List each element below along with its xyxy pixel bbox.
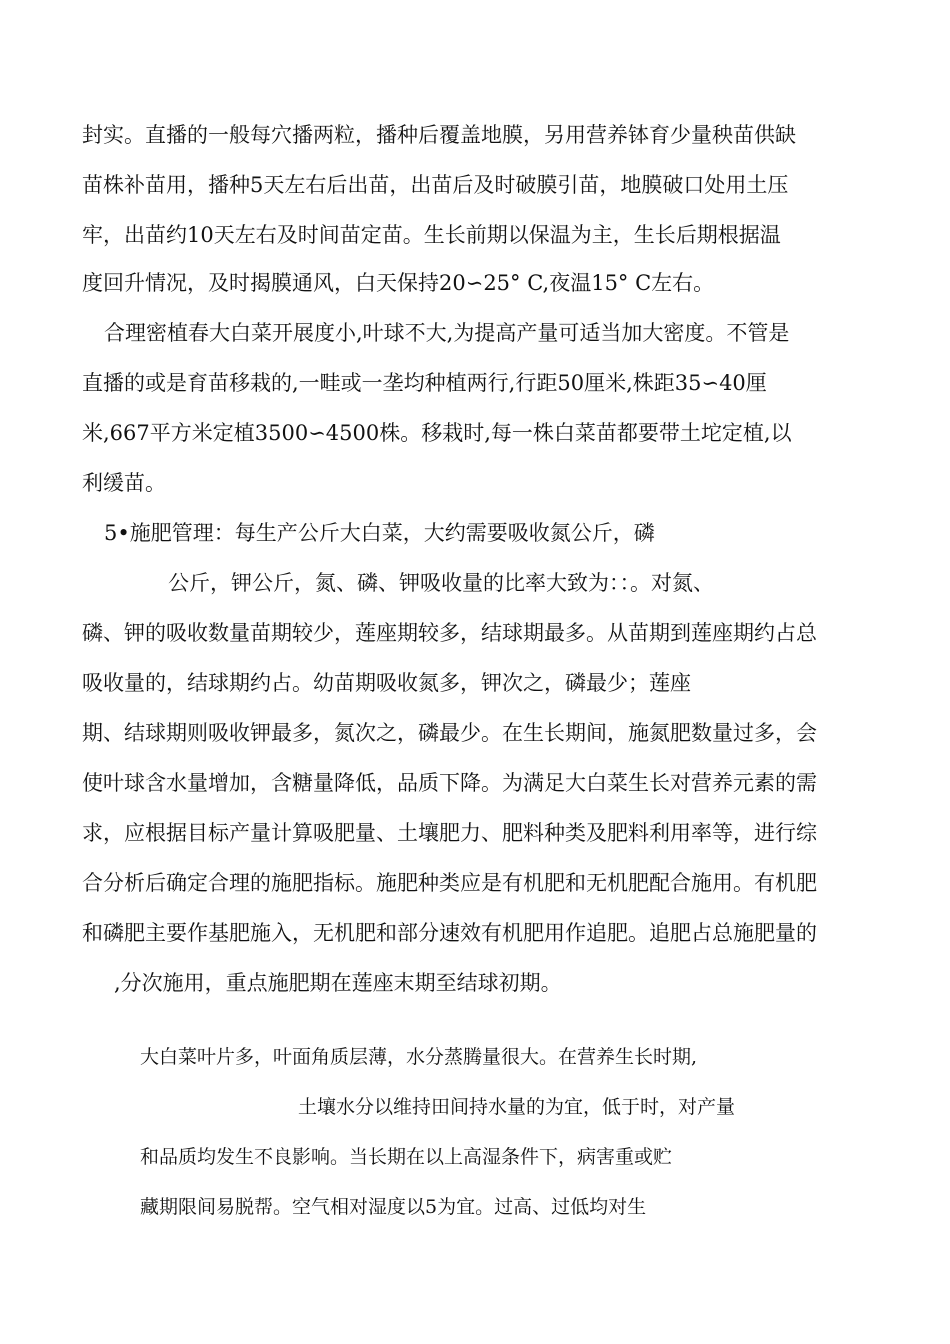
text-line: 土壤水分以维持田间持水量的为宜，低于时，对产量 [298,1096,736,1118]
text-line: 大白菜叶片多，叶面角质层薄，水分蒸腾量很大。在营养生长时期, [140,1046,698,1068]
text-line: 直播的或是育苗移栽的,一畦或一垄均种植两行,行距50厘米,株距35∽40厘 [82,371,767,395]
text-line: 利缓苗。 [82,471,166,495]
text-line: 合理密植春大白菜开展度小,叶球不大,为提高产量可适当加大密度。不管是 [104,321,790,345]
text-line: 使叶球含水量增加，含糖量降低，品质下降。为满足大白菜生长对营养元素的需 [82,771,817,795]
text-line: 和磷肥主要作基肥施入，无机肥和部分速效有机肥用作追肥。追肥占总施肥量的 [82,921,817,945]
text-line: 合分析后确定合理的施肥指标。施肥种类应是有机肥和无机肥配合施用。有机肥 [82,871,817,895]
text-line: 牢，出苗约10天左右及时间苗定苗。生长前期以保温为主，生长后期根据温 [82,223,781,247]
text-line: 求，应根据目标产量计算吸肥量、土壤肥力、肥料种类及肥料利用率等，进行综 [82,821,817,845]
text-line: 公斤，钾公斤，氮、磷、钾吸收量的比率大致为：：。对氮、 [168,571,714,595]
text-line: 藏期限间易脱帮。空气相对湿度以5为宜。过高、过低均对生 [140,1196,647,1218]
text-line: 和品质均发生不良影响。当长期在以上高湿条件下，病害重或贮 [140,1146,673,1168]
text-line: 吸收量的，结球期约占。幼苗期吸收氮多，钾次之，磷最少；莲座 [82,671,691,695]
text-line: 期、结球期则吸收钾最多，氮次之，磷最少。在生长期间，施氮肥数量过多，会 [82,721,817,745]
text-line: ,分次施用，重点施肥期在莲座末期至结球初期。 [114,971,562,995]
text-line: 米,667平方米定植3500∽4500株。移栽时,每一株白菜苗都要带土坨定植,以 [82,421,792,445]
text-line: 苗株补苗用，播种5天左右后出苗，出苗后及时破膜引苗，地膜破口处用土压 [82,173,789,197]
text-line: 磷、钾的吸收数量苗期较少，莲座期较多，结球期最多。从苗期到莲座期约占总 [82,621,817,645]
text-line: 度回升情况，及时揭膜通风，白天保持20∽25° C,夜温15° C左右。 [82,271,715,295]
section-heading: 5•施肥管理：每生产公斤大白菜，大约需要吸收氮公斤，磷 [104,521,655,545]
text-line: 封实。直播的一般每穴播两粒，播种后覆盖地膜，另用营养钵育少量秧苗供缺 [82,123,796,147]
